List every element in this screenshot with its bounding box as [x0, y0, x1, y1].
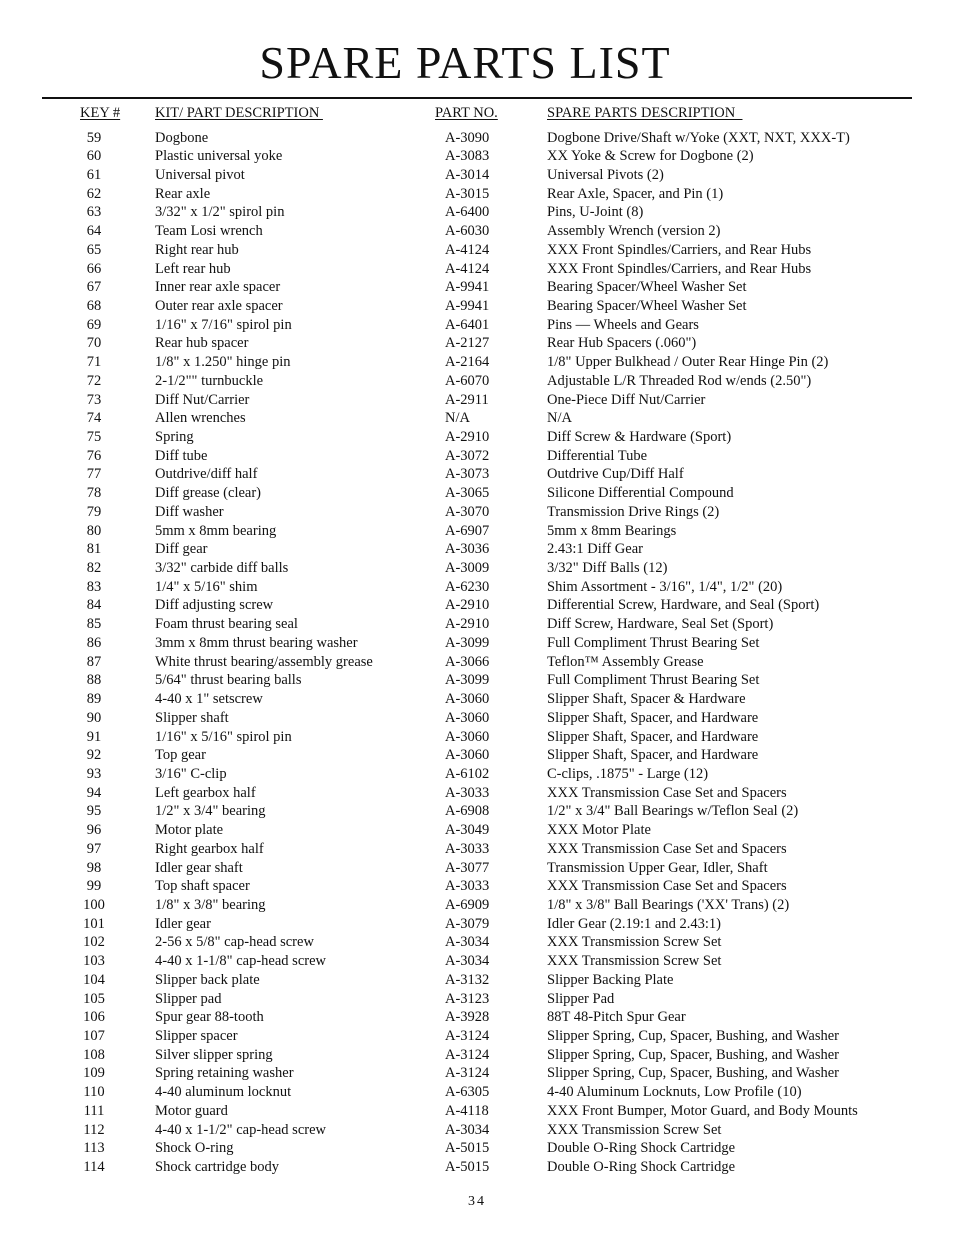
parts-table — [0, 129, 954, 1177]
table-row — [0, 203, 954, 222]
table-row — [0, 746, 954, 765]
row-part-number: A-6070 — [445, 372, 490, 389]
row-kit-description: Top shaft spacer — [155, 878, 250, 895]
row-kit-description: Allen wrenches — [155, 410, 246, 427]
row-key: 95 — [86, 803, 102, 820]
row-part-number: A-4118 — [445, 1102, 489, 1119]
row-kit-description: Slipper shaft — [155, 709, 229, 726]
row-part-number: A-3099 — [445, 672, 490, 689]
row-kit-description: Motor guard — [155, 1102, 228, 1119]
table-row — [0, 709, 954, 728]
row-kit-description: Dogbone — [155, 129, 209, 146]
row-key: 69 — [86, 316, 102, 333]
row-key: 88 — [86, 672, 102, 689]
row-kit-description: Diff washer — [155, 503, 224, 520]
row-spare-description: Silicone Differential Compound — [547, 485, 734, 502]
row-spare-description: Differential Screw, Hardware, and Seal (Sport) — [547, 597, 820, 614]
row-kit-description: Right rear hub — [155, 241, 239, 258]
row-key: 65 — [86, 241, 102, 258]
table-row — [0, 391, 954, 410]
row-part-number: A-3070 — [445, 503, 490, 520]
row-kit-description: 5/64" thrust bearing balls — [155, 672, 302, 689]
row-kit-description: Spring — [155, 429, 194, 445]
table-row — [0, 1008, 954, 1027]
row-part-number: A-5015 — [445, 1140, 490, 1157]
row-spare-description: Slipper Shaft, Spacer & Hardware — [547, 691, 746, 708]
row-key: 107 — [83, 1028, 105, 1044]
table-row — [0, 1064, 954, 1083]
row-spare-description: Slipper Spring, Cup, Spacer, Bushing, and Washer — [547, 1028, 839, 1044]
row-spare-description: Slipper Backing Plate — [547, 971, 674, 988]
row-key: 62 — [86, 185, 102, 202]
row-key: 82 — [86, 560, 102, 577]
row-spare-description: Pins — Wheels and Gears — [547, 316, 699, 333]
row-key: 105 — [83, 990, 105, 1007]
row-kit-description: 2-56 x 5/8" cap-head screw — [155, 934, 314, 951]
row-spare-description: Shim Assortment - 3/16", 1/4", 1/2" (20) — [547, 578, 783, 595]
row-part-number: A-4124 — [445, 241, 490, 258]
row-key: 112 — [83, 1121, 105, 1138]
row-spare-description: Slipper Shaft, Spacer, and Hardware — [547, 747, 759, 764]
row-part-number: A-3049 — [445, 822, 490, 839]
row-key: 89 — [86, 691, 102, 708]
row-key: 94 — [86, 784, 102, 801]
table-row — [0, 653, 954, 672]
row-spare-description: Slipper Spring, Cup, Spacer, Bushing, and Washer — [547, 1046, 839, 1063]
row-kit-description: Shock O-ring — [155, 1140, 234, 1157]
row-spare-description: Bearing Spacer/Wheel Washer Set — [547, 279, 747, 296]
table-row — [0, 522, 954, 541]
table-row — [0, 896, 954, 915]
row-spare-description: Slipper Spring, Cup, Spacer, Bushing, and Washer — [547, 1065, 839, 1082]
row-spare-description: Idler Gear (2.19:1 and 2.43:1) — [547, 915, 721, 932]
row-key: 68 — [86, 297, 102, 314]
table-row — [0, 821, 954, 840]
row-spare-description: Rear Axle, Spacer, and Pin (1) — [547, 185, 724, 202]
row-part-number: A-3034 — [445, 953, 490, 970]
row-key: 101 — [83, 915, 105, 932]
row-key: 90 — [86, 709, 102, 726]
row-spare-description: 1/2" x 3/4" Ball Bearings w/Teflon Seal (2) — [547, 803, 799, 820]
page-number: 34 — [468, 1194, 486, 1209]
row-kit-description: Diff gear — [155, 541, 208, 558]
row-part-number: A-3099 — [445, 634, 490, 651]
row-spare-description: Bearing Spacer/Wheel Washer Set — [547, 297, 747, 314]
row-key: 77 — [86, 466, 102, 483]
row-kit-description: 1/8" x 3/8" bearing — [155, 896, 266, 913]
row-part-number: A-6907 — [445, 522, 490, 539]
table-row — [0, 596, 954, 615]
row-part-number: A-3077 — [445, 859, 490, 876]
row-kit-description: Slipper pad — [155, 990, 222, 1007]
row-spare-description: 3/32" Diff Balls (12) — [547, 560, 668, 577]
row-spare-description: XX Yoke & Screw for Dogbone (2) — [547, 148, 754, 165]
table-row — [0, 859, 954, 878]
table-row — [0, 802, 954, 821]
table-row — [0, 222, 954, 241]
header-key: KEY # — [80, 105, 121, 121]
row-part-number: A-3033 — [445, 878, 490, 895]
table-row — [0, 1027, 954, 1046]
row-part-number: A-6230 — [445, 578, 490, 595]
row-key: 114 — [83, 1159, 105, 1176]
row-part-number: A-6401 — [445, 316, 490, 333]
table-row — [0, 1139, 954, 1158]
row-spare-description: Teflon™ Assembly Grease — [547, 653, 704, 670]
row-spare-description: Full Compliment Thrust Bearing Set — [547, 634, 760, 651]
row-kit-description: Diff adjusting screw — [155, 597, 274, 614]
row-part-number: A-2911 — [445, 391, 489, 408]
table-row — [0, 353, 954, 372]
row-part-number: A-3066 — [445, 653, 490, 670]
row-kit-description: 3/16" C-clip — [155, 765, 227, 782]
table-row — [0, 540, 954, 559]
row-key: 66 — [86, 260, 102, 277]
row-spare-description: Rear Hub Spacers (.060") — [547, 335, 697, 352]
row-kit-description: Foam thrust bearing seal — [155, 616, 298, 633]
row-spare-description: 4-40 Aluminum Locknuts, Low Profile (10) — [547, 1084, 802, 1101]
row-key: 78 — [86, 485, 102, 502]
row-spare-description: Full Compliment Thrust Bearing Set — [547, 672, 760, 689]
table-row — [0, 1121, 954, 1140]
row-kit-description: 1/16" x 7/16" spirol pin — [155, 316, 292, 333]
row-key: 106 — [83, 1009, 105, 1026]
row-spare-description: XXX Transmission Screw Set — [547, 953, 722, 970]
table-row — [0, 952, 954, 971]
row-spare-description: XXX Motor Plate — [547, 822, 651, 839]
row-part-number: A-3124 — [445, 1046, 490, 1063]
row-part-number: A-5015 — [445, 1159, 490, 1176]
row-part-number: A-3083 — [445, 148, 490, 165]
row-kit-description: 1/4" x 5/16" shim — [155, 578, 258, 595]
row-part-number: A-3124 — [445, 1065, 490, 1082]
row-spare-description: C-clips, .1875" - Large (12) — [547, 765, 709, 782]
row-kit-description: 4-40 x 1-1/2" cap-head screw — [155, 1121, 326, 1138]
row-spare-description: XXX Transmission Screw Set — [547, 934, 722, 951]
row-key: 113 — [83, 1140, 105, 1157]
table-row — [0, 671, 954, 690]
row-kit-description: Inner rear axle spacer — [155, 279, 281, 296]
row-part-number: A-3132 — [445, 971, 490, 988]
row-kit-description: 1/2" x 3/4" bearing — [155, 803, 266, 820]
row-spare-description: Double O-Ring Shock Cartridge — [547, 1159, 736, 1176]
row-kit-description: 4-40 x 1" setscrew — [155, 691, 263, 708]
row-key: 70 — [86, 335, 102, 352]
row-kit-description: 3mm x 8mm thrust bearing washer — [155, 634, 358, 651]
row-kit-description: Outdrive/diff half — [155, 466, 258, 483]
row-spare-description: XXX Front Spindles/Carriers, and Rear Hubs — [547, 260, 812, 277]
row-spare-description: Universal Pivots (2) — [547, 166, 664, 183]
row-part-number: A-3014 — [445, 166, 490, 183]
table-row — [0, 428, 954, 447]
row-kit-description: Idler gear — [155, 915, 211, 932]
row-kit-description: Rear axle — [155, 185, 211, 202]
table-row — [0, 877, 954, 896]
row-spare-description: Diff Screw, Hardware, Seal Set (Sport) — [547, 616, 774, 633]
row-spare-description: 1/8" x 3/8" Ball Bearings ('XX' Trans) (2) — [547, 896, 790, 913]
row-key: 99 — [86, 878, 102, 895]
row-part-number: A-4124 — [445, 260, 490, 277]
page-title: SPARE PARTS LIST — [259, 37, 671, 88]
row-part-number: N/A — [445, 410, 470, 427]
row-part-number: A-3928 — [445, 1009, 490, 1026]
row-key: 103 — [83, 953, 105, 970]
table-row — [0, 129, 954, 148]
row-spare-description: Double O-Ring Shock Cartridge — [547, 1140, 736, 1157]
table-row — [0, 784, 954, 803]
row-spare-description: One-Piece Diff Nut/Carrier — [547, 391, 706, 408]
row-spare-description: XXX Front Bumper, Motor Guard, and Body Mounts — [547, 1102, 858, 1119]
row-key: 111 — [83, 1102, 105, 1119]
row-part-number: A-3060 — [445, 709, 490, 726]
table-row — [0, 260, 954, 279]
row-part-number: A-6400 — [445, 204, 490, 221]
table-row — [0, 409, 954, 428]
row-kit-description: Slipper back plate — [155, 971, 260, 988]
table-row — [0, 316, 954, 335]
row-key: 85 — [86, 616, 102, 633]
row-kit-description: Right gearbox half — [155, 840, 264, 857]
row-part-number: A-6908 — [445, 803, 490, 820]
row-part-number: A-3015 — [445, 185, 490, 202]
row-part-number: A-2164 — [445, 354, 490, 371]
row-kit-description: Shock cartridge body — [155, 1159, 280, 1176]
table-row — [0, 634, 954, 653]
row-spare-description: 5mm x 8mm Bearings — [547, 522, 677, 539]
row-part-number: A-3034 — [445, 1121, 490, 1138]
row-key: 97 — [86, 840, 102, 857]
row-spare-description: 2.43:1 Diff Gear — [547, 541, 643, 558]
row-key: 80 — [86, 522, 102, 539]
table-row — [0, 971, 954, 990]
row-kit-description: Left rear hub — [155, 260, 231, 277]
row-part-number: A-3060 — [445, 691, 490, 708]
row-kit-description: 1/8" x 1.250" hinge pin — [155, 354, 291, 371]
row-key: 109 — [83, 1065, 105, 1082]
row-key: 102 — [83, 934, 105, 951]
header-kit-part-description: KIT/ PART DESCRIPTION — [155, 105, 323, 121]
row-spare-description: N/A — [547, 410, 572, 427]
row-part-number: A-2910 — [445, 597, 490, 614]
title-divider — [42, 97, 912, 99]
row-part-number: A-2127 — [445, 335, 490, 352]
header-spare-parts-description: SPARE PARTS DESCRIPTION — [547, 105, 743, 121]
row-spare-description: Adjustable L/R Threaded Rod w/ends (2.50") — [547, 372, 812, 389]
row-part-number: A-3123 — [445, 990, 490, 1007]
table-row — [0, 840, 954, 859]
row-kit-description: 3/32" carbide diff balls — [155, 560, 289, 577]
row-key: 61 — [86, 166, 102, 183]
row-kit-description: 3/32" x 1/2" spirol pin — [155, 204, 285, 221]
row-spare-description: XXX Transmission Case Set and Spacers — [547, 878, 787, 895]
row-key: 71 — [86, 354, 102, 371]
row-key: 98 — [86, 859, 102, 876]
row-key: 96 — [86, 822, 102, 839]
row-part-number: A-3073 — [445, 466, 490, 483]
row-part-number: A-3060 — [445, 747, 490, 764]
row-part-number: A-6909 — [445, 896, 490, 913]
row-key: 63 — [86, 204, 102, 221]
row-key: 67 — [86, 279, 102, 296]
row-part-number: A-3036 — [445, 541, 490, 558]
row-kit-description: 4-40 x 1-1/8" cap-head screw — [155, 953, 326, 970]
row-part-number: A-6102 — [445, 765, 490, 782]
row-spare-description: 88T 48-Pitch Spur Gear — [547, 1009, 686, 1026]
row-key: 108 — [83, 1046, 105, 1063]
row-key: 84 — [86, 597, 102, 614]
row-part-number: A-2910 — [445, 429, 490, 445]
row-kit-description: Outer rear axle spacer — [155, 297, 283, 314]
row-spare-description: Dogbone Drive/Shaft w/Yoke (XXT, NXT, XXX-T) — [547, 129, 850, 146]
row-key: 76 — [86, 447, 102, 464]
table-row — [0, 690, 954, 709]
row-kit-description: Left gearbox half — [155, 784, 256, 801]
row-part-number: A-6030 — [445, 223, 490, 240]
row-spare-description: Slipper Shaft, Spacer, and Hardware — [547, 709, 759, 726]
row-kit-description: 2-1/2"" turnbuckle — [155, 372, 264, 389]
row-kit-description: Slipper spacer — [155, 1028, 238, 1044]
table-row — [0, 503, 954, 522]
row-part-number: A-3124 — [445, 1028, 490, 1044]
table-row — [0, 559, 954, 578]
row-spare-description: Diff Screw & Hardware (Sport) — [547, 429, 732, 445]
row-kit-description: Idler gear shaft — [155, 859, 243, 876]
table-row — [0, 1102, 954, 1121]
row-kit-description: 1/16" x 5/16" spirol pin — [155, 728, 292, 745]
row-part-number: A-9941 — [445, 279, 490, 296]
row-key: 92 — [86, 747, 102, 764]
row-part-number: A-3060 — [445, 728, 490, 745]
row-key: 100 — [83, 896, 105, 913]
row-kit-description: Diff tube — [155, 447, 208, 464]
row-key: 81 — [86, 541, 102, 558]
row-spare-description: Transmission Upper Gear, Idler, Shaft — [547, 859, 768, 876]
row-part-number: A-3033 — [445, 840, 490, 857]
row-spare-description: Transmission Drive Rings (2) — [547, 503, 720, 520]
row-key: 91 — [86, 728, 102, 745]
row-spare-description: Outdrive Cup/Diff Half — [547, 466, 684, 483]
row-kit-description: Spring retaining washer — [155, 1065, 294, 1082]
row-kit-description: Diff grease (clear) — [155, 485, 261, 502]
row-spare-description: Slipper Pad — [547, 990, 615, 1007]
row-part-number: A-3033 — [445, 784, 490, 801]
row-key: 93 — [86, 765, 102, 782]
row-key: 75 — [86, 429, 102, 445]
table-row — [0, 933, 954, 952]
row-kit-description: White thrust bearing/assembly grease — [155, 653, 373, 670]
table-row — [0, 728, 954, 747]
row-part-number: A-3065 — [445, 485, 490, 502]
row-part-number: A-3090 — [445, 129, 490, 146]
table-row — [0, 147, 954, 166]
row-kit-description: Team Losi wrench — [155, 223, 263, 240]
row-part-number: A-3009 — [445, 560, 490, 577]
row-kit-description: Motor plate — [155, 822, 224, 839]
row-spare-description: XXX Front Spindles/Carriers, and Rear Hubs — [547, 241, 812, 258]
row-part-number: A-6305 — [445, 1084, 490, 1101]
row-spare-description: Slipper Shaft, Spacer, and Hardware — [547, 728, 759, 745]
table-row — [0, 372, 954, 391]
table-row — [0, 990, 954, 1009]
table-row — [0, 278, 954, 297]
row-kit-description: Spur gear 88-tooth — [155, 1009, 264, 1026]
row-spare-description: XXX Transmission Case Set and Spacers — [547, 840, 787, 857]
table-row — [0, 765, 954, 784]
row-key: 86 — [86, 634, 102, 651]
row-part-number: A-3079 — [445, 915, 490, 932]
row-key: 74 — [86, 410, 102, 427]
row-key: 83 — [86, 578, 102, 595]
table-row — [0, 465, 954, 484]
row-spare-description: Assembly Wrench (version 2) — [547, 223, 721, 240]
row-key: 60 — [86, 148, 102, 165]
row-spare-description: Pins, U-Joint (8) — [547, 204, 644, 221]
table-row — [0, 447, 954, 466]
row-kit-description: 4-40 aluminum locknut — [155, 1084, 292, 1101]
table-row — [0, 1083, 954, 1102]
row-kit-description: 5mm x 8mm bearing — [155, 522, 277, 539]
row-kit-description: Plastic universal yoke — [155, 148, 283, 165]
row-key: 64 — [86, 223, 102, 240]
row-key: 72 — [86, 372, 102, 389]
table-row — [0, 484, 954, 503]
row-spare-description: 1/8" Upper Bulkhead / Outer Rear Hinge Pin (2) — [547, 354, 829, 371]
row-part-number: A-2910 — [445, 616, 490, 633]
row-spare-description: Differential Tube — [547, 447, 648, 464]
table-row — [0, 578, 954, 597]
row-kit-description: Rear hub spacer — [155, 335, 249, 352]
row-part-number: A-3034 — [445, 934, 490, 951]
table-row — [0, 185, 954, 204]
row-key: 104 — [83, 971, 105, 988]
row-key: 110 — [83, 1084, 105, 1101]
table-row — [0, 241, 954, 260]
table-row — [0, 1158, 954, 1177]
table-row — [0, 166, 954, 185]
row-key: 59 — [86, 129, 102, 146]
row-part-number: A-3072 — [445, 447, 490, 464]
header-part-number: PART NO. — [435, 105, 498, 121]
row-key: 87 — [86, 653, 102, 670]
table-row — [0, 334, 954, 353]
table-row — [0, 297, 954, 316]
row-key: 73 — [86, 391, 102, 408]
table-row — [0, 1046, 954, 1065]
row-part-number: A-9941 — [445, 297, 490, 314]
row-kit-description: Top gear — [155, 747, 206, 764]
row-kit-description: Universal pivot — [155, 166, 245, 183]
table-row — [0, 915, 954, 934]
row-key: 79 — [86, 503, 102, 520]
row-kit-description: Silver slipper spring — [155, 1046, 273, 1063]
row-kit-description: Diff Nut/Carrier — [155, 391, 250, 408]
table-row — [0, 615, 954, 634]
row-spare-description: XXX Transmission Screw Set — [547, 1121, 722, 1138]
row-spare-description: XXX Transmission Case Set and Spacers — [547, 784, 787, 801]
